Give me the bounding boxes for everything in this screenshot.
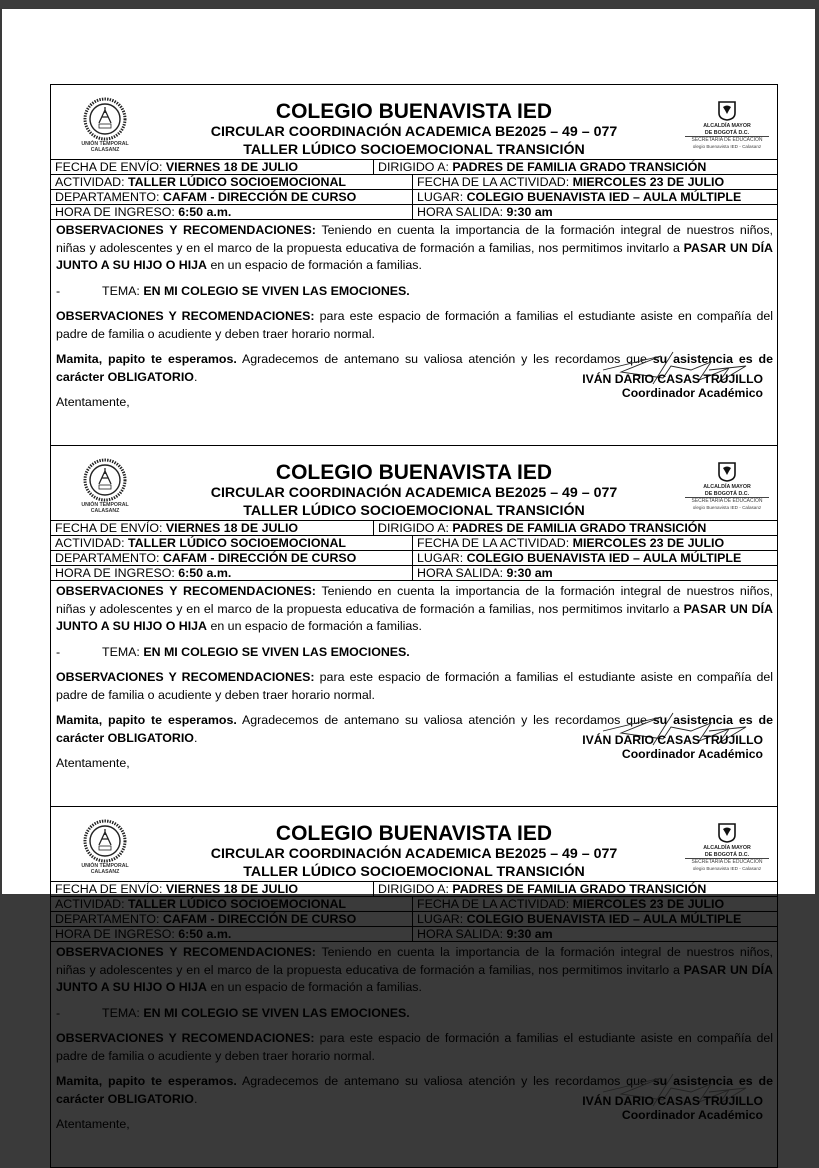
- union-temporal-calasanz-logo: [77, 819, 133, 877]
- info-row-2: [51, 896, 777, 911]
- actividad-label: ACTIVIDAD:: [55, 175, 128, 189]
- info-row-2: [51, 535, 777, 550]
- closing-text: Agradecemos de antemano su valiosa atención y les recordamos que: [236, 713, 653, 727]
- departamento-cell: [55, 551, 356, 565]
- circular-number: CIRCULAR COORDINACIÓN ACADEMICA BE2025 – 49 – 077: [210, 846, 618, 862]
- union-temporal-calasanz-logo: [77, 458, 133, 516]
- info-row-4: [51, 926, 777, 941]
- info-row-4: [51, 565, 777, 580]
- union-temporal-calasanz-logo: [77, 97, 133, 155]
- obs1-label: OBSERVACIONES Y RECOMENDACIONES:: [56, 945, 316, 959]
- actividad-cell: [55, 175, 346, 189]
- obs2-text: para este espacio de formación a familias el estudiante asiste en compañía del padre de familia o acudiente y deben traer horario normal.: [56, 670, 773, 702]
- hora-salida-cell: [412, 566, 553, 580]
- logo-left-line1: UNIÓN TEMPORAL: [81, 863, 129, 869]
- circular-header: [51, 807, 777, 881]
- signer-name: IVÁN DARIO CASAS TRUJILLO: [582, 372, 763, 386]
- closing-bold2: su asistencia es de carácter OBLIGATORIO: [56, 713, 774, 745]
- signer-role: Coordinador Académico: [621, 386, 763, 400]
- school-title: COLEGIO BUENAVISTA IED: [275, 822, 553, 845]
- circular-titles: [151, 822, 677, 881]
- closing-end: .: [193, 369, 198, 384]
- fecha-envio-label: FECHA DE ENVÍO:: [55, 521, 166, 535]
- atentamente-text: Atentamente,: [56, 1117, 130, 1131]
- circular-topic: TALLER LÚDICO SOCIOEMOCIONAL TRANSICIÓN: [243, 142, 585, 158]
- fecha-actividad-label: FECHA DE LA ACTIVIDAD:: [417, 897, 573, 911]
- hora-ingreso-cell: [55, 927, 231, 941]
- circular-number: CIRCULAR COORDINACIÓN ACADEMICA BE2025 – 49 – 077: [210, 485, 618, 501]
- hora-ingreso-label: HORA DE INGRESO:: [55, 205, 179, 219]
- hora-ingreso-value: 6:50 a.m.: [178, 927, 232, 941]
- actividad-label: ACTIVIDAD:: [55, 897, 128, 911]
- school-title: COLEGIO BUENAVISTA IED: [275, 461, 553, 484]
- atentamente-text: Atentamente,: [56, 395, 130, 409]
- obs1-text: Teniendo en cuenta la importancia de la formación integral de nuestros niños, niñas y adolescentes y en el marco de la propuesta educativa de formación a familias, nos permitimos invitarlo a: [56, 223, 773, 255]
- dirigido-cell: [373, 521, 706, 535]
- circular-header: [51, 85, 777, 159]
- hora-salida-cell: [412, 205, 553, 219]
- observaciones-paragraph-2: [56, 308, 773, 343]
- departamento-cell: [55, 190, 356, 204]
- tema-value: EN MI COLEGIO SE VIVEN LAS EMOCIONES.: [143, 283, 410, 298]
- tema-bullet: -: [56, 644, 61, 659]
- info-row-1: [51, 881, 777, 896]
- alcaldia-bogota-logo: [681, 462, 773, 511]
- alcaldia-bogota-logo: [681, 101, 773, 150]
- logo-right-line4: olegio Buenavista IED - Calasanz: [692, 143, 762, 149]
- tema-value: EN MI COLEGIO SE VIVEN LAS EMOCIONES.: [143, 1005, 410, 1020]
- info-row-3: [51, 911, 777, 926]
- logo-right-line2: DE BOGOTÁ D.C.: [685, 852, 769, 860]
- fecha-envio-value: VIERNES 18 DE JULIO: [165, 160, 299, 174]
- tema-line: [56, 644, 773, 662]
- closing-text: Agradecemos de antemano su valiosa atención y les recordamos que: [236, 1074, 653, 1088]
- logo-right-line2: DE BOGOTÁ D.C.: [685, 130, 769, 138]
- lugar-value: COLEGIO BUENAVISTA IED – AULA MÚLTIPLE: [466, 190, 742, 204]
- circular-titles: [151, 100, 677, 159]
- signature-block: [582, 372, 763, 400]
- signer-name: IVÁN DARIO CASAS TRUJILLO: [582, 1094, 763, 1108]
- tema-line: [56, 283, 773, 301]
- alcaldia-bogota-logo: [681, 823, 773, 872]
- fecha-actividad-cell: [412, 897, 724, 911]
- departamento-cell: [55, 912, 356, 926]
- obs1-text: Teniendo en cuenta la importancia de la formación integral de nuestros niños, niñas y adolescentes y en el marco de la propuesta educativa de formación a familias, nos permitimos invitarlo a: [56, 584, 773, 616]
- circular-block: [50, 445, 778, 806]
- dirigido-value: PADRES DE FAMILIA GRADO TRANSICIÓN: [452, 521, 707, 535]
- logo-right-line4: olegio Buenavista IED - Calasanz: [692, 865, 762, 871]
- signer-role: Coordinador Académico: [621, 747, 763, 761]
- obs1-end: en un espacio de formación a familias.: [207, 619, 422, 633]
- info-row-3: [51, 189, 777, 204]
- dirigido-value: PADRES DE FAMILIA GRADO TRANSICIÓN: [452, 160, 707, 174]
- info-row-1: [51, 159, 777, 174]
- observaciones-paragraph-1: [56, 222, 773, 275]
- fecha-envio-cell: [55, 882, 298, 896]
- tema-label: TEMA:: [102, 1005, 144, 1020]
- calasanz-seal-icon: [83, 819, 127, 863]
- hora-ingreso-value: 6:50 a.m.: [178, 205, 232, 219]
- logo-right-line2: DE BOGOTÁ D.C.: [685, 491, 769, 499]
- fecha-envio-value: VIERNES 18 DE JULIO: [165, 882, 299, 896]
- info-row-1: [51, 520, 777, 535]
- tema-label: TEMA:: [102, 283, 144, 298]
- obs1-label: OBSERVACIONES Y RECOMENDACIONES:: [56, 223, 316, 237]
- bogota-shield-icon: [718, 823, 736, 843]
- fecha-actividad-value: MIERCOLES 23 DE JULIO: [572, 175, 725, 189]
- circular-titles: [151, 461, 677, 520]
- calasanz-seal-icon: [83, 458, 127, 502]
- lugar-label: LUGAR:: [417, 551, 467, 565]
- fecha-envio-value: VIERNES 18 DE JULIO: [165, 521, 299, 535]
- signature-block: [582, 733, 763, 761]
- lugar-label: LUGAR:: [417, 912, 467, 926]
- obs1-end: en un espacio de formación a familias.: [207, 258, 422, 272]
- hora-salida-label: HORA SALIDA:: [417, 566, 507, 580]
- departamento-value: CAFAM - DIRECCIÓN DE CURSO: [162, 551, 357, 565]
- hora-salida-value: 9:30 am: [506, 566, 553, 580]
- logo-right-line1: ALCALDÍA MAYOR: [703, 123, 751, 129]
- obs2-text: para este espacio de formación a familias el estudiante asiste en compañía del padre de familia o acudiente y deben traer horario normal.: [56, 1031, 773, 1063]
- observaciones-paragraph-2: [56, 669, 773, 704]
- obs1-end: en un espacio de formación a familias.: [207, 980, 422, 994]
- fecha-actividad-cell: [412, 536, 724, 550]
- circular-block: [50, 84, 778, 445]
- lugar-label: LUGAR:: [417, 190, 467, 204]
- hora-salida-label: HORA SALIDA:: [417, 205, 507, 219]
- lugar-cell: [412, 190, 741, 204]
- fecha-actividad-cell: [412, 175, 724, 189]
- dirigido-label: DIRIGIDO A:: [378, 160, 453, 174]
- calasanz-seal-icon: [83, 97, 127, 141]
- dirigido-label: DIRIGIDO A:: [378, 521, 453, 535]
- logo-right-line3: SECRETARÍA DE EDUCACIÓN: [691, 137, 763, 143]
- observaciones-paragraph-1: [56, 583, 773, 636]
- fecha-envio-label: FECHA DE ENVÍO:: [55, 882, 166, 896]
- circular-header: [51, 446, 777, 520]
- actividad-value: TALLER LÚDICO SOCIOEMOCIONAL: [127, 536, 346, 550]
- lugar-value: COLEGIO BUENAVISTA IED – AULA MÚLTIPLE: [466, 912, 742, 926]
- fecha-actividad-value: MIERCOLES 23 DE JULIO: [572, 897, 725, 911]
- observaciones-paragraph-1: [56, 944, 773, 997]
- fecha-actividad-label: FECHA DE LA ACTIVIDAD:: [417, 175, 573, 189]
- tema-bullet: -: [56, 283, 61, 298]
- closing-bold: Mamita, papito te esperamos.: [56, 1074, 237, 1088]
- dirigido-cell: [373, 160, 706, 174]
- logo-left-line2: CALASANZ: [90, 508, 120, 514]
- hora-ingreso-value: 6:50 a.m.: [178, 566, 232, 580]
- closing-text: Agradecemos de antemano su valiosa atención y les recordamos que: [236, 352, 653, 366]
- info-row-2: [51, 174, 777, 189]
- lugar-value: COLEGIO BUENAVISTA IED – AULA MÚLTIPLE: [466, 551, 742, 565]
- dirigido-cell: [373, 882, 706, 896]
- tema-label: TEMA:: [102, 644, 144, 659]
- closing-bold2: su asistencia es de carácter OBLIGATORIO: [56, 352, 774, 384]
- fecha-actividad-label: FECHA DE LA ACTIVIDAD:: [417, 536, 573, 550]
- obs1-bold: PASAR UN DÍA JUNTO A SU HIJO O HIJA: [56, 962, 773, 994]
- obs1-bold: PASAR UN DÍA JUNTO A SU HIJO O HIJA: [56, 240, 773, 272]
- hora-salida-cell: [412, 927, 553, 941]
- circular-body: [51, 941, 777, 1154]
- logo-right-line1: ALCALDÍA MAYOR: [703, 845, 751, 851]
- signer-name: IVÁN DARIO CASAS TRUJILLO: [582, 733, 763, 747]
- hora-salida-value: 9:30 am: [506, 927, 553, 941]
- signer-role: Coordinador Académico: [621, 1108, 763, 1122]
- logo-left-line1: UNIÓN TEMPORAL: [81, 502, 129, 508]
- atentamente-text: Atentamente,: [56, 756, 130, 770]
- fecha-envio-label: FECHA DE ENVÍO:: [55, 160, 166, 174]
- closing-bold: Mamita, papito te esperamos.: [56, 713, 237, 727]
- lugar-cell: [412, 912, 741, 926]
- hora-salida-label: HORA SALIDA:: [417, 927, 507, 941]
- circular-body: [51, 219, 777, 432]
- departamento-label: DEPARTAMENTO:: [55, 912, 163, 926]
- signature-block: [582, 1094, 763, 1122]
- fecha-envio-cell: [55, 521, 298, 535]
- tema-value: EN MI COLEGIO SE VIVEN LAS EMOCIONES.: [143, 644, 410, 659]
- info-row-3: [51, 550, 777, 565]
- obs1-bold: PASAR UN DÍA JUNTO A SU HIJO O HIJA: [56, 601, 773, 633]
- viewer-toolbar-edge: [0, 0, 819, 8]
- bogota-shield-icon: [718, 101, 736, 121]
- obs1-label: OBSERVACIONES Y RECOMENDACIONES:: [56, 584, 316, 598]
- obs2-label: OBSERVACIONES Y RECOMENDACIONES:: [56, 309, 315, 323]
- closing-end: .: [193, 1091, 198, 1106]
- actividad-value: TALLER LÚDICO SOCIOEMOCIONAL: [127, 897, 346, 911]
- actividad-cell: [55, 536, 346, 550]
- fecha-envio-cell: [55, 160, 298, 174]
- document-page: [2, 9, 815, 1131]
- hora-salida-value: 9:30 am: [506, 205, 553, 219]
- closing-bold2: su asistencia es de carácter OBLIGATORIO: [56, 1074, 774, 1106]
- obs1-text: Teniendo en cuenta la importancia de la formación integral de nuestros niños, niñas y adolescentes y en el marco de la propuesta educativa de formación a familias, nos permitimos invitarlo a: [56, 945, 773, 977]
- closing-bold: Mamita, papito te esperamos.: [56, 352, 237, 366]
- hora-ingreso-cell: [55, 205, 231, 219]
- circular-topic: TALLER LÚDICO SOCIOEMOCIONAL TRANSICIÓN: [243, 503, 585, 519]
- logo-left-line2: CALASANZ: [90, 147, 120, 153]
- circular-number: CIRCULAR COORDINACIÓN ACADEMICA BE2025 – 49 – 077: [210, 124, 618, 140]
- circular-topic: TALLER LÚDICO SOCIOEMOCIONAL TRANSICIÓN: [243, 864, 585, 880]
- closing-end: .: [193, 730, 198, 745]
- dirigido-value: PADRES DE FAMILIA GRADO TRANSICIÓN: [452, 882, 707, 896]
- tema-bullet: -: [56, 1005, 61, 1020]
- logo-right-line4: olegio Buenavista IED - Calasanz: [692, 504, 762, 510]
- lugar-cell: [412, 551, 741, 565]
- actividad-value: TALLER LÚDICO SOCIOEMOCIONAL: [127, 175, 346, 189]
- circular-block: [50, 806, 778, 1168]
- logo-left-line1: UNIÓN TEMPORAL: [81, 141, 129, 147]
- obs2-text: para este espacio de formación a familias el estudiante asiste en compañía del padre de familia o acudiente y deben traer horario normal.: [56, 309, 773, 341]
- departamento-value: CAFAM - DIRECCIÓN DE CURSO: [162, 190, 357, 204]
- logo-right-line3: SECRETARÍA DE EDUCACIÓN: [691, 859, 763, 865]
- actividad-cell: [55, 897, 346, 911]
- dirigido-label: DIRIGIDO A:: [378, 882, 453, 896]
- hora-ingreso-label: HORA DE INGRESO:: [55, 566, 179, 580]
- hora-ingreso-cell: [55, 566, 231, 580]
- tema-line: [56, 1005, 773, 1023]
- logo-left-line2: CALASANZ: [90, 869, 120, 875]
- departamento-value: CAFAM - DIRECCIÓN DE CURSO: [162, 912, 357, 926]
- bogota-shield-icon: [718, 462, 736, 482]
- circular-body: [51, 580, 777, 793]
- obs2-label: OBSERVACIONES Y RECOMENDACIONES:: [56, 670, 315, 684]
- info-row-4: [51, 204, 777, 219]
- logo-right-line3: SECRETARÍA DE EDUCACIÓN: [691, 498, 763, 504]
- obs2-label: OBSERVACIONES Y RECOMENDACIONES:: [56, 1031, 315, 1045]
- logo-right-line1: ALCALDÍA MAYOR: [703, 484, 751, 490]
- school-title: COLEGIO BUENAVISTA IED: [275, 100, 553, 123]
- actividad-label: ACTIVIDAD:: [55, 536, 128, 550]
- observaciones-paragraph-2: [56, 1030, 773, 1065]
- circular-stack: [50, 84, 778, 1168]
- departamento-label: DEPARTAMENTO:: [55, 551, 163, 565]
- departamento-label: DEPARTAMENTO:: [55, 190, 163, 204]
- fecha-actividad-value: MIERCOLES 23 DE JULIO: [572, 536, 725, 550]
- hora-ingreso-label: HORA DE INGRESO:: [55, 927, 179, 941]
